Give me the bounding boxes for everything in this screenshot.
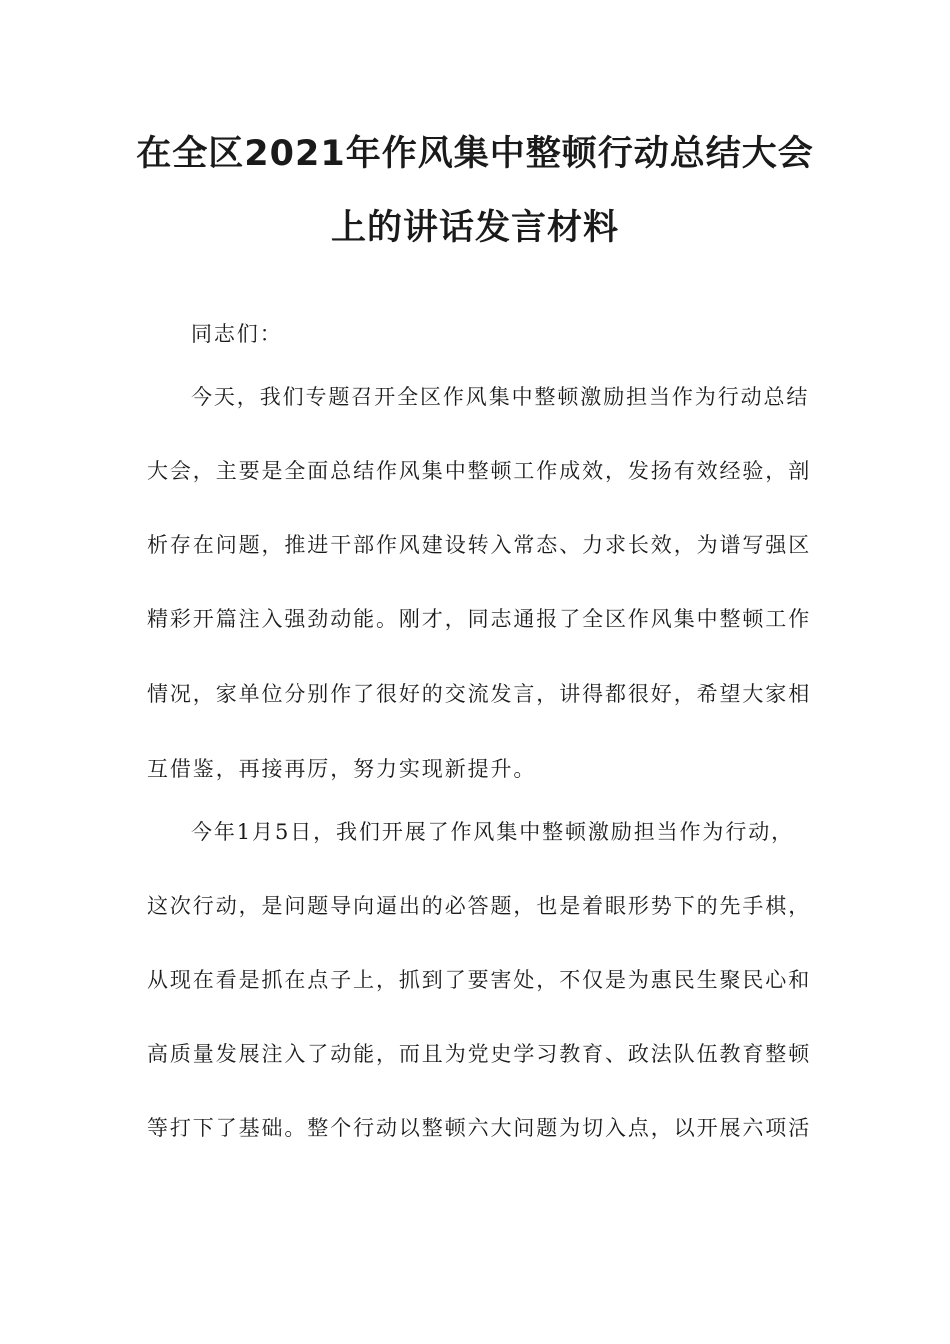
paragraph-1-line-1: 今天，我们专题召开全区作风集中整顿激励担当作为行动总结 (191, 385, 810, 409)
paragraph-1-line-2: 大会，主要是全面总结作风集中整顿工作成效，发扬有效经验，剖 (147, 459, 812, 483)
document-title-line-1: 在全区2021年作风集中整顿行动总结大会 (136, 134, 814, 174)
paragraph-1-line-5: 情况，家单位分别作了很好的交流发言，讲得都很好，希望大家相 (147, 682, 812, 706)
paragraph-1-line-4: 精彩开篇注入强劲动能。刚才，同志通报了全区作风集中整顿工作 (147, 607, 812, 631)
paragraph-2-line-5: 等打下了基础。整个行动以整顿六大问题为切入点，以开展六项活 (147, 1116, 812, 1140)
document-title-line-2: 上的讲话发言材料 (330, 208, 619, 248)
salutation: 同志们： (191, 322, 283, 346)
paragraph-1-line-3: 析存在问题，推进干部作风建设转入常态、力求长效，为谱写强区 (147, 533, 812, 557)
paragraph-2-line-1: 今年1月5日，我们开展了作风集中整顿激励担当作为行动， (191, 820, 795, 844)
paragraph-1-line-6: 互借鉴，再接再厉，努力实现新提升。 (147, 757, 537, 781)
paragraph-2-line-3: 从现在看是抓在点子上，抓到了要害处，不仅是为惠民生聚民心和 (147, 968, 812, 992)
paragraph-2-line-4: 高质量发展注入了动能，而且为党史学习教育、政法队伍教育整顿 (147, 1042, 812, 1066)
paragraph-2-line-2: 这次行动，是问题导向逼出的必答题，也是着眼形势下的先手棋， (147, 894, 812, 918)
